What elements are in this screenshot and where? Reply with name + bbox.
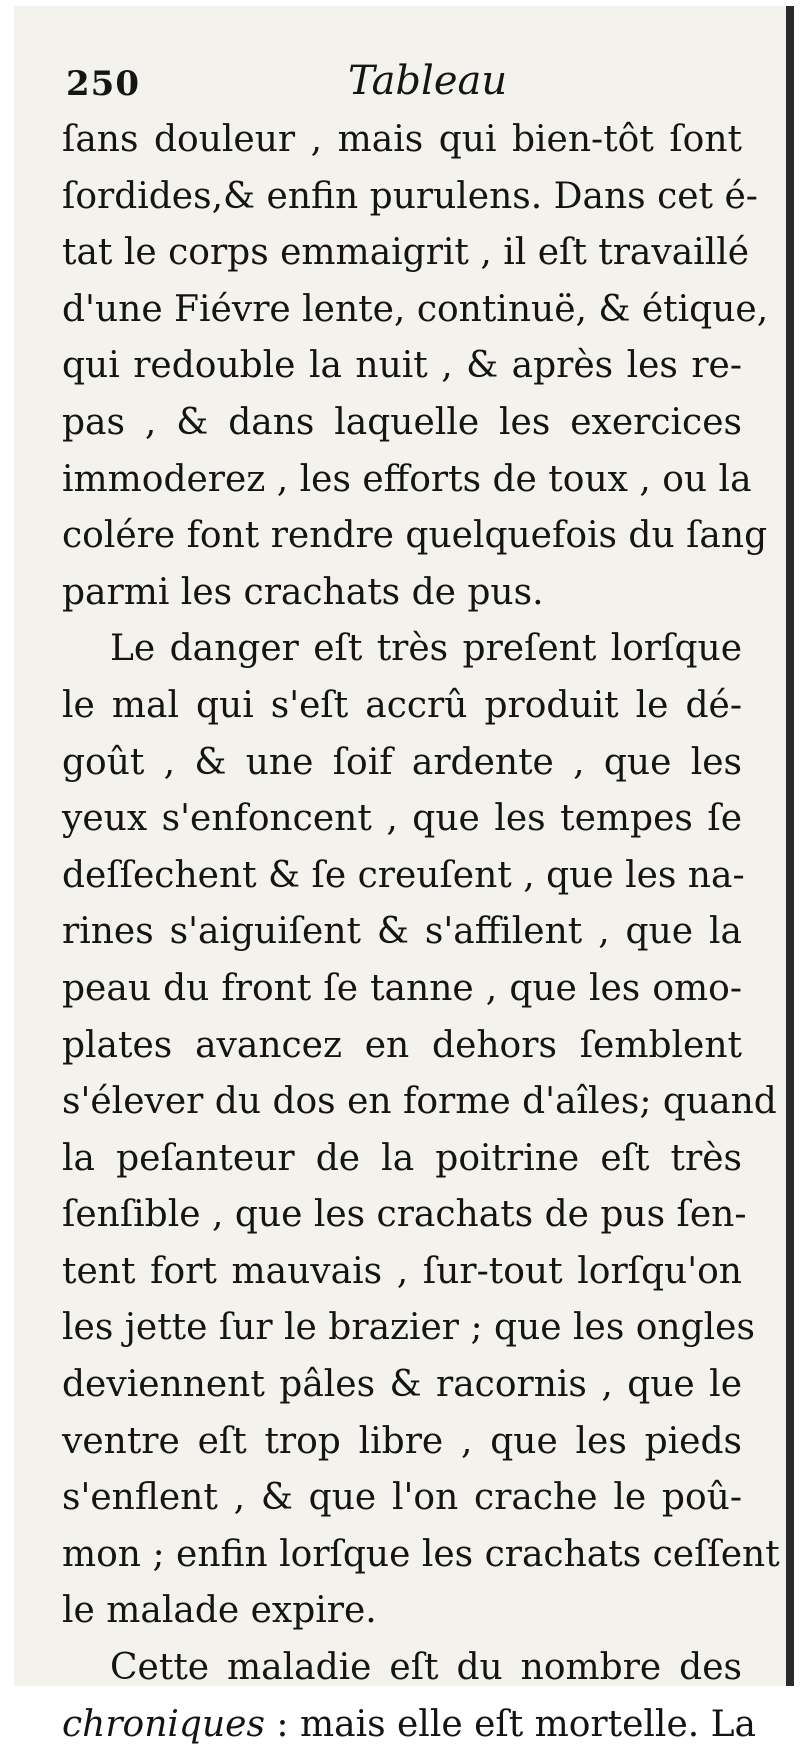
text-line: ſordides,& enfin purulens. Dans cet é- [62,175,758,217]
text-line: la peſanteur de la poitrine eſt très [62,1137,742,1179]
text-line: ſenſible , que les crachats de pus ſen- [62,1194,747,1236]
text-line: mon ; enfin lorſque les crachats ceſſent [62,1533,780,1575]
text-line: deviennent pâles & racornis , que le [62,1364,742,1406]
text-line: tat le corps emmaigrit , il eſt travaillé [62,232,750,274]
text-line: qui redouble la nuit , & après les re- [62,345,742,387]
text-line: tent fort mauvais , ſur-tout lorſqu'on [62,1250,742,1292]
text-line: le malade expire. [62,1590,377,1632]
paragraph-3 [62,1640,756,1753]
text-line: pas , & dans laquelle les exercices [62,401,742,443]
page-header [66,58,746,118]
text-line: Le danger eſt très preſent lorſque [110,628,742,670]
text-line: les jette ſur le brazier ; que les ongles [62,1307,755,1349]
text-line: goût , & une ſoif ardente , que les [62,741,742,783]
text-line: d'une Fiévre lente, continuë, & étique, [62,288,769,330]
text-line: ventre eſt trop libre , que les pieds [62,1420,742,1462]
text-line: parmi les crachats de pus. [62,571,544,613]
text-line: deſſechent & ſe creuſent , que les na- [62,854,745,896]
page-number: 250 [66,64,140,104]
text-line: rines s'aiguiſent & s'affilent , que la [62,911,742,953]
text-line: Cette maladie eſt du nombre des [110,1647,742,1689]
text-run: : mais elle eſt mortelle. La [264,1703,756,1745]
paragraph-1 [62,112,769,621]
running-title: Tableau [348,58,508,104]
text-line: le mal qui s'eſt accrû produit le dé- [62,684,742,726]
text-line: yeux s'enfoncent , que les tempes ſe [62,798,742,840]
text-line: plates avancez en dehors ſemblent [62,1024,742,1066]
text-line: peau du front ſe tanne , que les omo- [62,967,742,1009]
text-line: colére font rendre quelquefois du ſang [62,515,768,557]
paragraph-2 [62,621,780,1640]
text-line: s'enflent , & que l'on crache le poû- [62,1477,742,1519]
text-line-mixed [62,1697,756,1753]
text-line: ſans douleur , mais qui bien-tôt ſont [62,119,742,160]
italic-word: chroniques [62,1703,265,1745]
body-text [62,112,780,1753]
text-line: immoderez , les efforts de toux , ou la [62,458,752,500]
text-line: s'élever du dos en forme d'aîles; quand [62,1081,777,1123]
